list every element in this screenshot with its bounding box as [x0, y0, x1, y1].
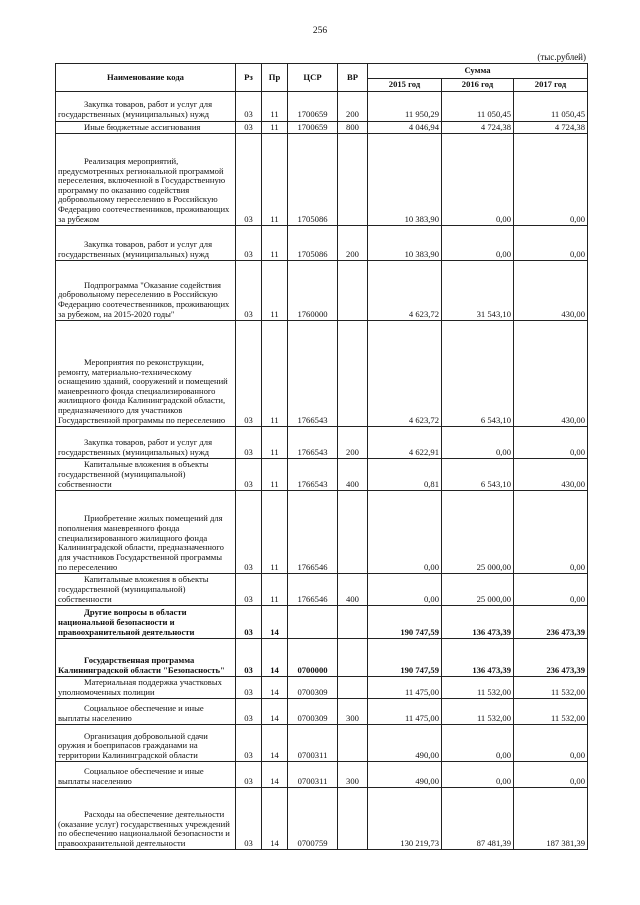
row-name: Закупка товаров, работ и услуг для государственных (муниципальных) нужд	[56, 226, 236, 261]
table-row	[56, 574, 588, 606]
table-row	[56, 606, 588, 639]
row-vr: 200	[338, 226, 368, 261]
row-pr: 11	[262, 427, 288, 459]
table-row	[56, 134, 588, 226]
table-row	[56, 261, 588, 321]
header-vr: ВР	[338, 64, 368, 92]
row-vr: 300	[338, 699, 368, 725]
row-csr: 1760000	[288, 261, 338, 321]
row-rz: 03	[236, 574, 262, 606]
row-value-2016: 6 543,10	[442, 321, 514, 427]
row-vr: 200	[338, 427, 368, 459]
row-csr: 1766546	[288, 491, 338, 574]
row-csr: 1700659	[288, 121, 338, 134]
row-csr: 0700000	[288, 639, 338, 677]
row-pr: 14	[262, 606, 288, 639]
row-value-2016: 25 000,00	[442, 574, 514, 606]
row-csr	[288, 606, 338, 639]
table-row	[56, 91, 588, 121]
row-csr: 1705086	[288, 226, 338, 261]
row-rz: 03	[236, 134, 262, 226]
row-value-2017: 236 473,39	[514, 639, 588, 677]
header-2015: 2015 год	[368, 79, 442, 92]
row-pr: 11	[262, 134, 288, 226]
row-pr: 11	[262, 121, 288, 134]
row-pr: 11	[262, 261, 288, 321]
row-value-2016: 11 532,00	[442, 699, 514, 725]
row-name: Материальная поддержка участковых уполномоченных полиции	[56, 677, 236, 699]
row-name: Другие вопросы в области национальной безопасности и правоохранительной деятельности	[56, 606, 236, 639]
row-vr	[338, 261, 368, 321]
row-csr: 0700309	[288, 699, 338, 725]
row-rz: 03	[236, 725, 262, 762]
row-vr	[338, 677, 368, 699]
row-value-2016: 4 724,38	[442, 121, 514, 134]
row-name: Мероприятия по реконструкции, ремонту, материально-техническому оснащению зданий, сооружений и помещений маневренного фонда специализированного жилищного фонда Калининградской области, предназначенного для участников Государственной программы по переселению	[56, 321, 236, 427]
row-value-2016: 25 000,00	[442, 491, 514, 574]
row-value-2016: 0,00	[442, 226, 514, 261]
row-pr: 14	[262, 699, 288, 725]
row-vr: 800	[338, 121, 368, 134]
row-pr: 14	[262, 725, 288, 762]
row-pr: 11	[262, 459, 288, 491]
row-name: Приобретение жилых помещений для пополнения маневренного фонда специализированного жилищного фонда Калининградской области, предназначенного для участников Государственной программы по переселению	[56, 491, 236, 574]
row-rz: 03	[236, 261, 262, 321]
header-2016: 2016 год	[442, 79, 514, 92]
row-pr: 11	[262, 321, 288, 427]
row-vr: 400	[338, 459, 368, 491]
row-pr: 11	[262, 91, 288, 121]
row-rz: 03	[236, 121, 262, 134]
row-rz: 03	[236, 639, 262, 677]
row-value-2017: 0,00	[514, 226, 588, 261]
row-name: Организация добровольной сдачи оружия и боеприпасов гражданами на территории Калининградской области	[56, 725, 236, 762]
table-row	[56, 762, 588, 788]
row-value-2016: 136 473,39	[442, 606, 514, 639]
row-vr	[338, 606, 368, 639]
row-name: Подпрограмма "Оказание содействия добровольному переселению в Российскую Федерацию соотечественников, проживающих за рубежом, на 2015-2020 годы"	[56, 261, 236, 321]
row-name: Государственная программа Калининградской области "Безопасность"	[56, 639, 236, 677]
row-value-2016: 0,00	[442, 134, 514, 226]
row-value-2017: 430,00	[514, 261, 588, 321]
row-name: Расходы на обеспечение деятельности (оказание услуг) государственных учреждений по обеспечению национальной безопасности и правоохранительной деятельности	[56, 788, 236, 850]
row-pr: 11	[262, 574, 288, 606]
table-row	[56, 491, 588, 574]
row-vr	[338, 725, 368, 762]
row-value-2017: 11 050,45	[514, 91, 588, 121]
row-rz: 03	[236, 321, 262, 427]
units-label: (тыс.рублей)	[537, 52, 586, 62]
row-name: Социальное обеспечение и иные выплаты населению	[56, 762, 236, 788]
row-value-2015: 4 623,72	[368, 261, 442, 321]
row-value-2015: 0,81	[368, 459, 442, 491]
row-value-2017: 11 532,00	[514, 699, 588, 725]
table-row	[56, 226, 588, 261]
row-csr: 0700311	[288, 725, 338, 762]
row-name: Социальное обеспечение и иные выплаты населению	[56, 699, 236, 725]
row-value-2017: 0,00	[514, 762, 588, 788]
row-name: Капитальные вложения в объекты государственной (муниципальной) собственности	[56, 574, 236, 606]
header-name: Наименование кода	[56, 64, 236, 92]
row-vr	[338, 321, 368, 427]
row-pr: 14	[262, 639, 288, 677]
table-row	[56, 321, 588, 427]
header-2017: 2017 год	[514, 79, 588, 92]
table-body	[56, 91, 588, 850]
row-value-2015: 11 475,00	[368, 677, 442, 699]
row-name: Капитальные вложения в объекты государственной (муниципальной) собственности	[56, 459, 236, 491]
row-value-2015: 11 475,00	[368, 699, 442, 725]
row-value-2017: 0,00	[514, 574, 588, 606]
row-vr	[338, 639, 368, 677]
row-vr	[338, 134, 368, 226]
row-rz: 03	[236, 459, 262, 491]
row-value-2017: 430,00	[514, 459, 588, 491]
table-row	[56, 639, 588, 677]
row-pr: 14	[262, 677, 288, 699]
row-rz: 03	[236, 762, 262, 788]
row-rz: 03	[236, 226, 262, 261]
row-vr	[338, 788, 368, 850]
row-csr: 1766543	[288, 321, 338, 427]
row-value-2015: 0,00	[368, 491, 442, 574]
row-rz: 03	[236, 427, 262, 459]
row-vr: 200	[338, 91, 368, 121]
header-csr: ЦСР	[288, 64, 338, 92]
row-value-2017: 430,00	[514, 321, 588, 427]
row-pr: 11	[262, 491, 288, 574]
row-value-2015: 4 623,72	[368, 321, 442, 427]
page-number: 256	[312, 26, 328, 36]
row-value-2016: 0,00	[442, 762, 514, 788]
table-row	[56, 427, 588, 459]
table-row	[56, 121, 588, 134]
row-value-2015: 0,00	[368, 574, 442, 606]
row-value-2017: 0,00	[514, 134, 588, 226]
row-vr	[338, 491, 368, 574]
row-pr: 11	[262, 226, 288, 261]
table-row	[56, 677, 588, 699]
row-value-2017: 187 381,39	[514, 788, 588, 850]
row-csr: 1766543	[288, 459, 338, 491]
row-vr: 300	[338, 762, 368, 788]
row-rz: 03	[236, 91, 262, 121]
row-value-2015: 10 383,90	[368, 226, 442, 261]
row-value-2016: 0,00	[442, 427, 514, 459]
row-value-2015: 490,00	[368, 762, 442, 788]
row-csr: 0700311	[288, 762, 338, 788]
row-name: Реализация мероприятий, предусмотренных региональной программой переселения, включенной в Государственную программу по оказанию содействия добровольному переселению в Российскую Федерацию соотечественников, проживающих за рубежом	[56, 134, 236, 226]
table-row	[56, 459, 588, 491]
row-rz: 03	[236, 788, 262, 850]
row-csr: 1700659	[288, 91, 338, 121]
header-pr: Пр	[262, 64, 288, 92]
row-name: Иные бюджетные ассигнования	[56, 121, 236, 134]
row-value-2015: 11 950,29	[368, 91, 442, 121]
table-row	[56, 699, 588, 725]
row-value-2017: 4 724,38	[514, 121, 588, 134]
row-csr: 0700759	[288, 788, 338, 850]
row-value-2016: 11 532,00	[442, 677, 514, 699]
row-value-2015: 490,00	[368, 725, 442, 762]
row-vr: 400	[338, 574, 368, 606]
row-value-2017: 0,00	[514, 725, 588, 762]
row-value-2016: 11 050,45	[442, 91, 514, 121]
row-csr: 1766543	[288, 427, 338, 459]
row-value-2017: 11 532,00	[514, 677, 588, 699]
row-value-2015: 190 747,59	[368, 606, 442, 639]
row-value-2017: 0,00	[514, 427, 588, 459]
row-csr: 1766546	[288, 574, 338, 606]
row-value-2015: 10 383,90	[368, 134, 442, 226]
row-value-2016: 31 543,10	[442, 261, 514, 321]
header-rz: Рз	[236, 64, 262, 92]
row-value-2015: 4 046,94	[368, 121, 442, 134]
row-value-2015: 190 747,59	[368, 639, 442, 677]
row-csr: 0700309	[288, 677, 338, 699]
row-value-2017: 0,00	[514, 491, 588, 574]
table-row	[56, 788, 588, 850]
table-row	[56, 725, 588, 762]
row-pr: 14	[262, 762, 288, 788]
row-pr: 14	[262, 788, 288, 850]
header-sum: Сумма	[368, 64, 588, 79]
row-value-2016: 6 543,10	[442, 459, 514, 491]
row-rz: 03	[236, 491, 262, 574]
row-value-2015: 4 622,91	[368, 427, 442, 459]
row-value-2016: 87 481,39	[442, 788, 514, 850]
row-csr: 1705086	[288, 134, 338, 226]
row-name: Закупка товаров, работ и услуг для государственных (муниципальных) нужд	[56, 91, 236, 121]
row-value-2016: 0,00	[442, 725, 514, 762]
row-name: Закупка товаров, работ и услуг для государственных (муниципальных) нужд	[56, 427, 236, 459]
row-rz: 03	[236, 677, 262, 699]
row-value-2016: 136 473,39	[442, 639, 514, 677]
row-value-2017: 236 473,39	[514, 606, 588, 639]
budget-table	[55, 63, 588, 850]
row-value-2015: 130 219,73	[368, 788, 442, 850]
row-rz: 03	[236, 606, 262, 639]
row-rz: 03	[236, 699, 262, 725]
